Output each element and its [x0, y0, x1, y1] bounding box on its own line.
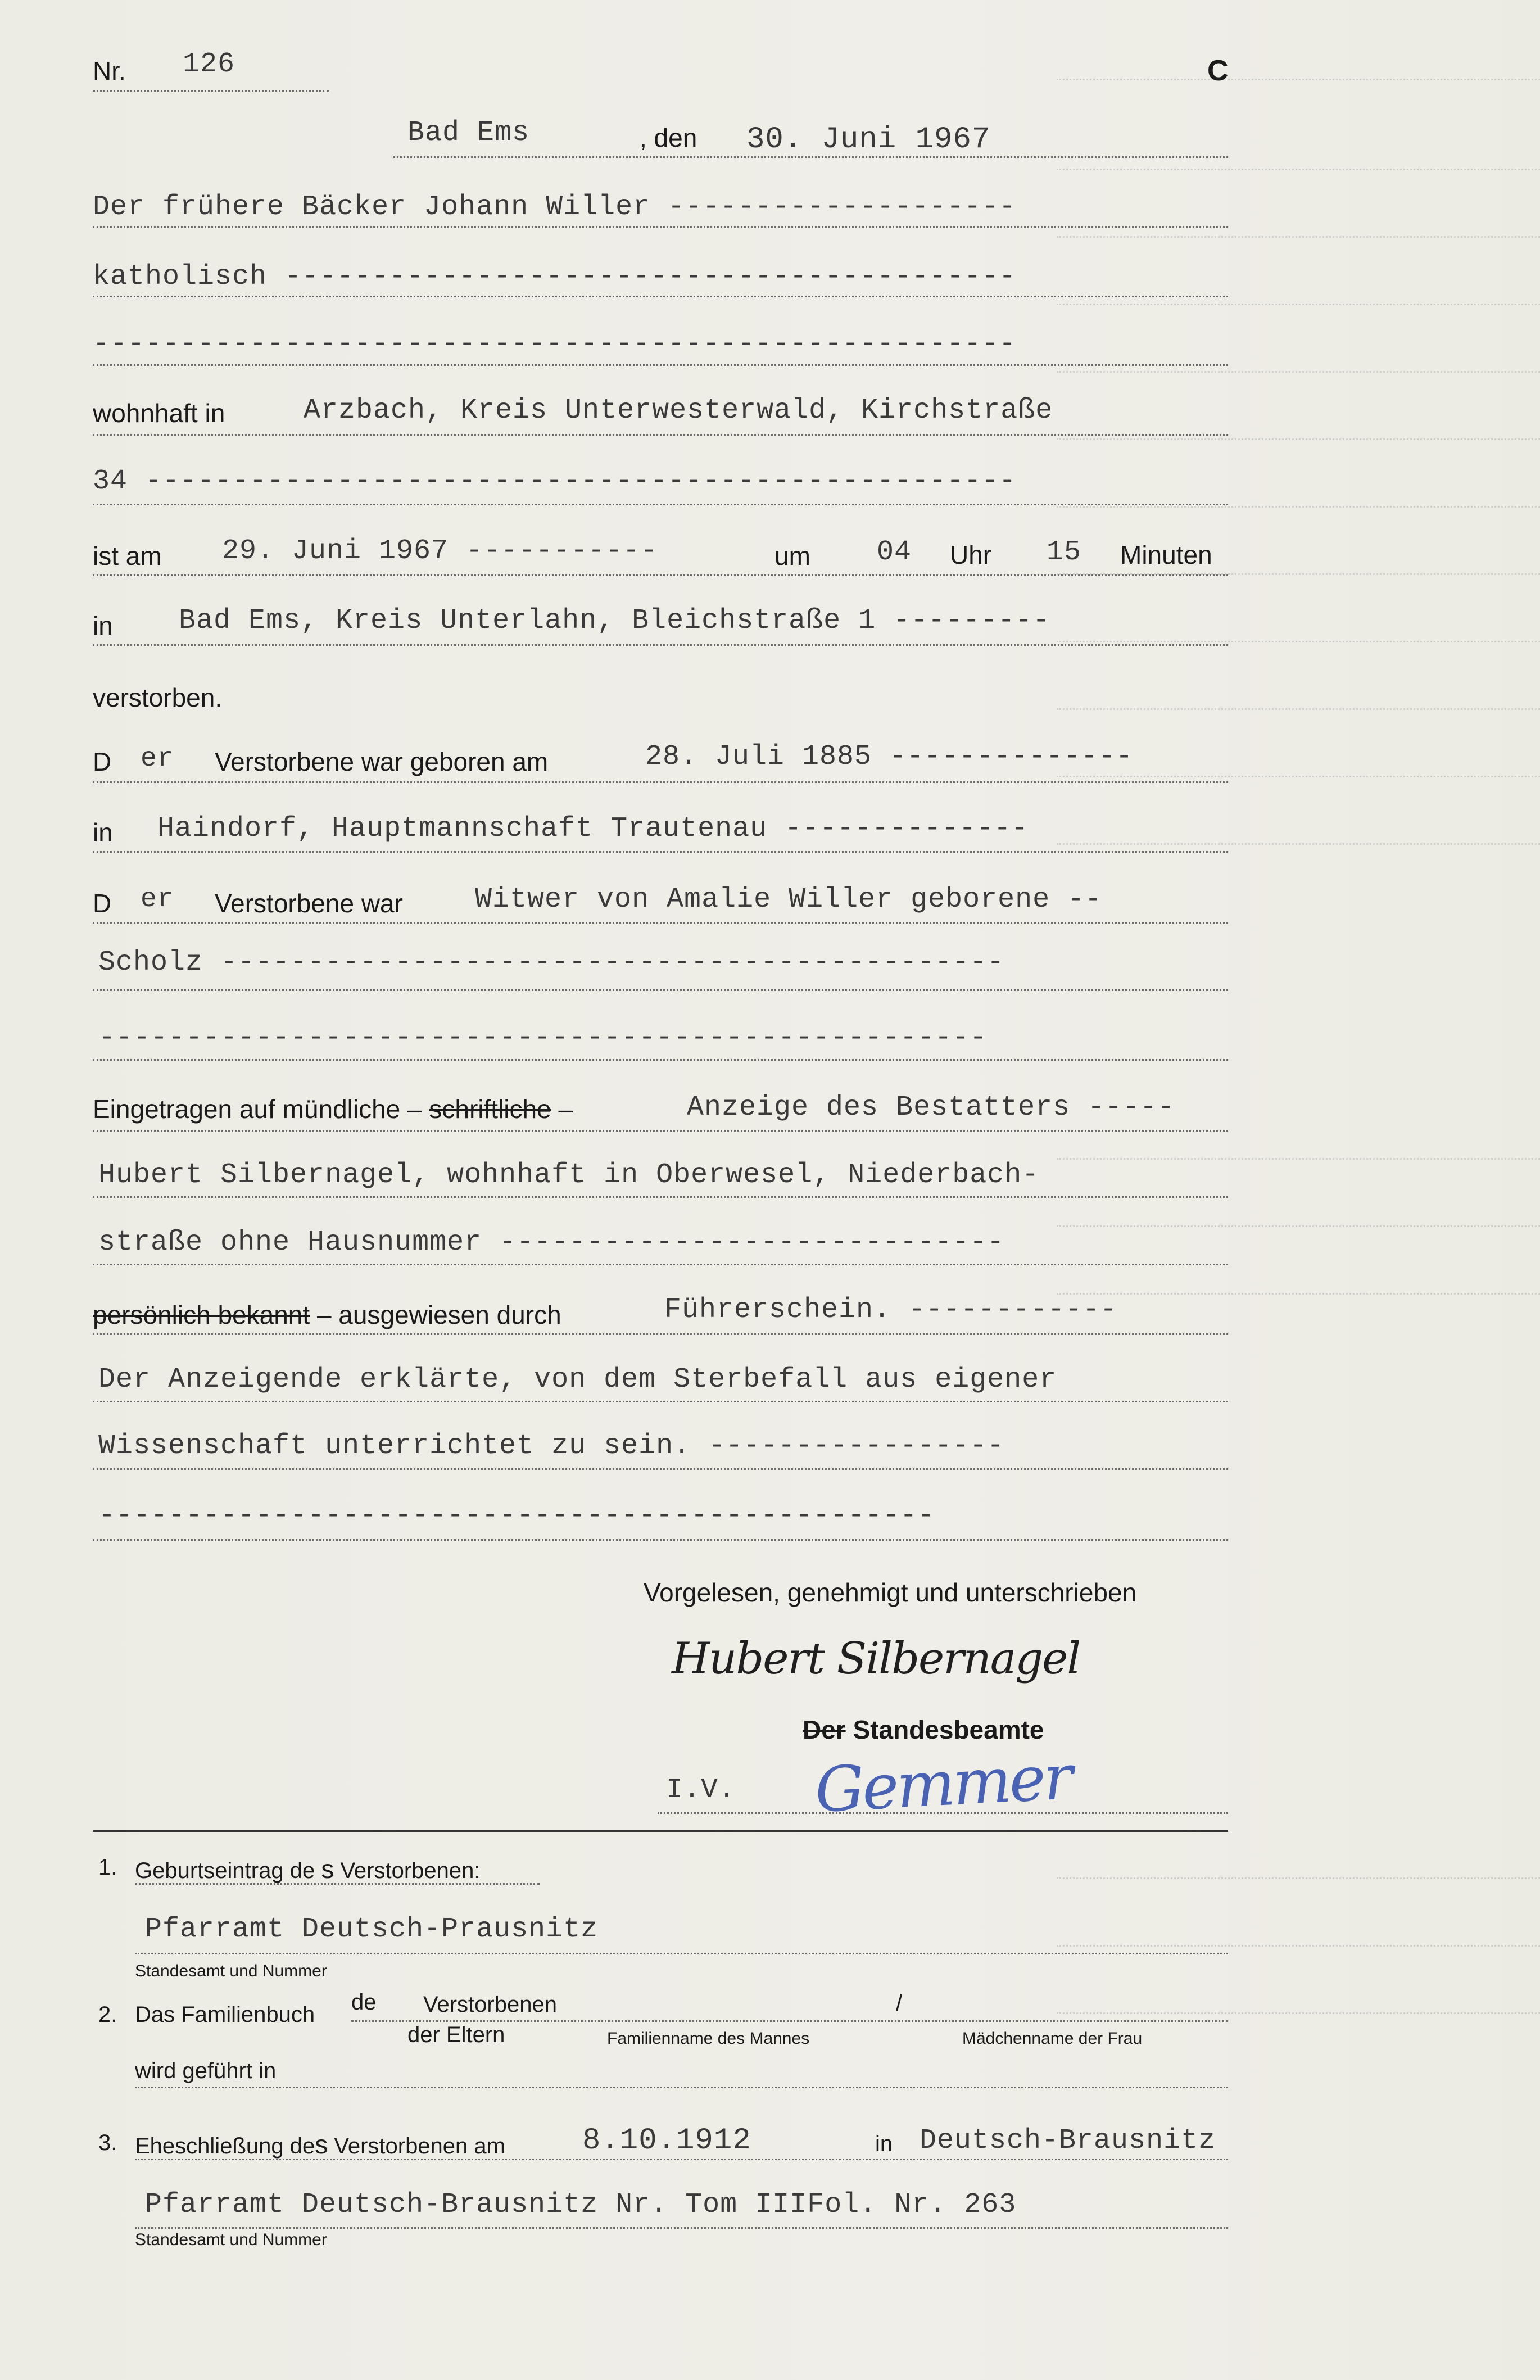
item-3-label-pre: Eheschließung de [135, 2134, 315, 2159]
rule [135, 2227, 1228, 2229]
report-line-2: Hubert Silbernagel, wohnhaft in Oberwesel, Niederbach- [98, 1159, 1040, 1191]
item-1-caption: Standesamt und Nummer [135, 1962, 327, 1980]
death-ist-am-label: ist am [93, 541, 162, 571]
report-value: Anzeige des Bestatters ----- [687, 1092, 1175, 1124]
item-1-value: Pfarramt Deutsch-Prausnitz [145, 1913, 599, 1945]
registrar-label [803, 1717, 1044, 1743]
item-2-verstorbenen: Verstorbenen [423, 1992, 557, 2017]
death-hour: 04 [877, 536, 912, 568]
residence-value: Arzbach, Kreis Unterwesterwald, Kirchstraße [304, 395, 1053, 427]
rule [393, 156, 1228, 158]
report-label [93, 1096, 573, 1122]
death-in-label: in [93, 611, 113, 640]
record-date: 30. Juni 1967 [746, 123, 991, 157]
rule [658, 1812, 1228, 1814]
rule [93, 434, 1228, 436]
rule [93, 1196, 1228, 1198]
rule [93, 1468, 1228, 1470]
item-2-de: de [351, 1990, 377, 2015]
item-3-place: Deutsch-Brausnitz [920, 2125, 1216, 2157]
rule [93, 90, 329, 92]
item-3-caption: Standesamt und Nummer [135, 2230, 327, 2249]
item-3-in: in [875, 2132, 893, 2156]
deceased-line-1: Der frühere Bäcker Johann Willer -------------------- [93, 191, 1017, 223]
den-label: , den [640, 123, 697, 152]
nr-value: 126 [183, 48, 235, 80]
death-minute: 15 [1047, 536, 1082, 568]
death-date: 29. Juni 1967 ----------- [222, 535, 658, 567]
item-1-s-suffix: s [321, 1854, 334, 1884]
item-1-label-pre: Geburtseintrag de [135, 1858, 315, 1883]
report-struck-word: schriftliche [429, 1094, 551, 1124]
rule [93, 1333, 1228, 1335]
identity-line-3: Wissenschaft unterrichtet zu sein. ----------------- [98, 1430, 1005, 1462]
item-3-value: Pfarramt Deutsch-Brausnitz Nr. Tom IIIFol. Nr. 263 [145, 2189, 1017, 2221]
item-2-label: Das Familienbuch [135, 2002, 315, 2027]
item-2-number: 2. [98, 2002, 117, 2027]
corner-letter: C [1207, 55, 1229, 87]
death-uhr-label: Uhr [950, 540, 992, 569]
rule [351, 2020, 1228, 2022]
rule [93, 364, 1228, 366]
read-approved-signed: Vorgelesen, genehmigt und unterschrieben [644, 1578, 1137, 1607]
report-label-pre: Eingetragen auf mündliche – [93, 1094, 422, 1124]
item-1-number: 1. [98, 1855, 117, 1880]
registrar-struck-der: Der [803, 1715, 846, 1744]
identity-line-2: Der Anzeigende erklärte, von dem Sterbefall aus eigener [98, 1364, 1057, 1396]
rule [135, 1883, 540, 1885]
residence-line-2: 34 -------------------------------------------------- [93, 465, 1017, 497]
iv-label: I.V. [666, 1774, 736, 1806]
place-value: Bad Ems [407, 117, 530, 149]
identity-value: Führerschein. ------------ [664, 1294, 1118, 1326]
deceased-line-2: katholisch ------------------------------------------ [93, 261, 1017, 293]
rule [93, 922, 1228, 924]
identity-struck: persönlich bekannt [93, 1300, 310, 1329]
item-3-number: 3. [98, 2130, 117, 2155]
item-2-slash: / [896, 1991, 903, 2016]
report-line-3: straße ohne Hausnummer ----------------------------- [98, 1227, 1005, 1259]
rule [135, 2087, 1228, 2088]
identity-label [93, 1302, 561, 1328]
marital-line-3: --------------------------------------------------- [98, 1022, 988, 1054]
birth-in-label: in [93, 818, 113, 847]
birth-d-label: D [93, 747, 112, 776]
nr-label: Nr. [93, 56, 126, 85]
rule [93, 851, 1228, 853]
item-2-caption-frau: Mädchenname der Frau [962, 2029, 1143, 2048]
item-2-wird-gefuehrt: wird geführt in [135, 2058, 277, 2083]
item-3-label [135, 2132, 505, 2157]
birth-er-suffix: er [141, 744, 174, 774]
rule [93, 781, 1228, 783]
death-minuten-label: Minuten [1120, 540, 1212, 569]
item-1-label-post: Verstorbenen: [340, 1858, 481, 1883]
marital-value: Witwer von Amalie Willer geborene -- [475, 884, 1103, 916]
item-1-label [135, 1856, 481, 1882]
rule [93, 644, 1228, 646]
verstorben-label: verstorben. [93, 683, 223, 712]
item-3-date: 8.10.1912 [582, 2124, 751, 2158]
marital-line-2: Scholz --------------------------------------------- [98, 947, 1005, 979]
birth-label: Verstorbene war geboren am [215, 747, 549, 776]
identity-label-text: – ausgewiesen durch [316, 1300, 561, 1329]
item-2-eltern: der Eltern [407, 2022, 505, 2047]
report-label-post: – [558, 1094, 573, 1124]
marital-label: Verstorbene war [215, 889, 403, 918]
rule [93, 1401, 1228, 1402]
rule [93, 504, 1228, 505]
informant-signature: Hubert Silbernagel [672, 1634, 1080, 1684]
birth-date: 28. Juli 1885 -------------- [645, 741, 1134, 773]
rule [93, 226, 1228, 228]
death-um-label: um [774, 541, 810, 571]
birth-place: Haindorf, Hauptmannschaft Trautenau -------------- [157, 813, 1029, 845]
deceased-line-3: ----------------------------------------------------- [93, 328, 1017, 360]
rule [135, 2159, 1228, 2160]
item-3-verstorbenen: Verstorbenen am [334, 2134, 505, 2159]
residence-label: wohnhaft in [93, 399, 225, 428]
item-2-caption-man: Familienname des Mannes [607, 2029, 810, 2048]
death-place: Bad Ems, Kreis Unterlahn, Bleichstraße 1 --------- [179, 605, 1050, 637]
marital-d-label: D [93, 889, 112, 918]
rule [93, 989, 1228, 991]
registrar-label-text: Standesbeamte [853, 1715, 1044, 1744]
rule [135, 1953, 1228, 1954]
rule [93, 1059, 1228, 1061]
rule [93, 1130, 1228, 1132]
registrar-signature: Gemmer [813, 1741, 1073, 1826]
marital-er-suffix: er [141, 884, 174, 915]
identity-line-4: ------------------------------------------------ [98, 1500, 935, 1532]
item-3-s-suffix: s [315, 2130, 328, 2159]
rule [93, 1264, 1228, 1265]
rule [93, 296, 1228, 297]
rule [93, 574, 1228, 576]
section-divider [93, 1830, 1228, 1832]
rule [93, 1539, 1228, 1541]
bleed-through-shadow [1057, 34, 1540, 2380]
